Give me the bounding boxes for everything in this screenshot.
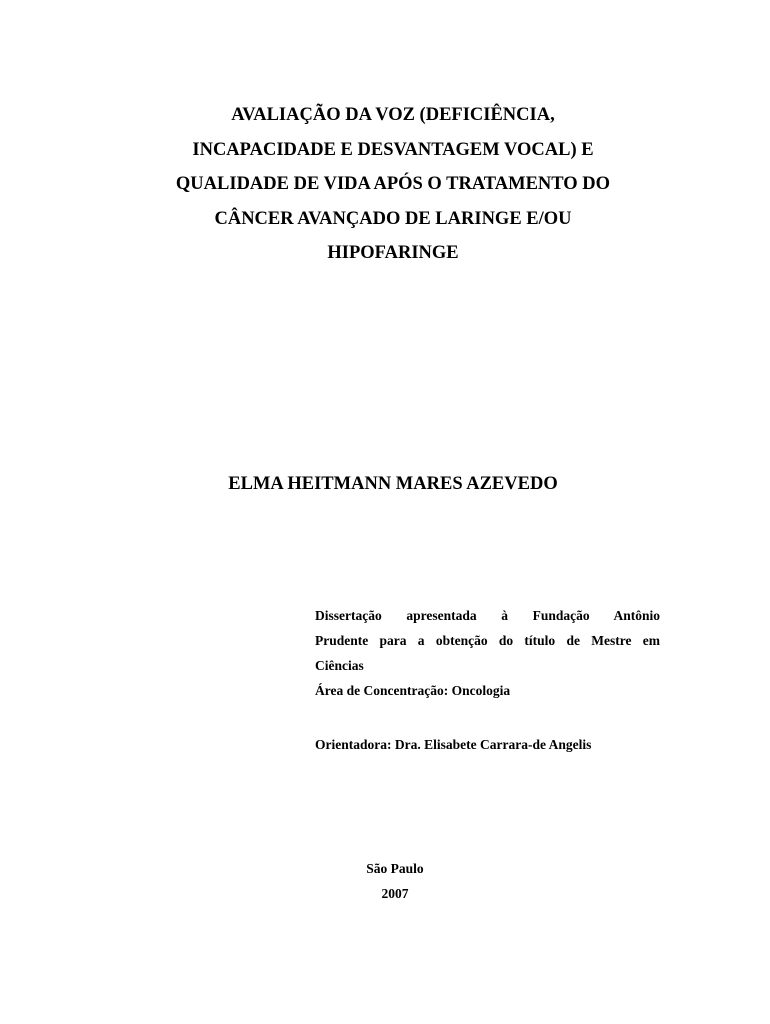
year: 2007 <box>381 886 409 901</box>
author-name: ELMA HEITMANN MARES AZEVEDO <box>228 474 558 494</box>
concentration-area: Área de Concentração: Oncologia <box>315 683 511 698</box>
place-and-date <box>330 856 460 906</box>
title-line-5: HIPOFARINGE <box>327 243 459 263</box>
title-line-1: AVALIAÇÃO DA VOZ (DEFICIÊNCIA, <box>231 105 555 125</box>
dissertation-line-1: Dissertação apresentada à Fundação Antônio <box>315 608 660 623</box>
dissertation-statement <box>315 603 660 703</box>
title-line-2: INCAPACIDADE E DESVANTAGEM VOCAL) E <box>192 139 594 160</box>
title-line-3: QUALIDADE DE VIDA APÓS O TRATAMENTO DO <box>175 174 611 194</box>
city: São Paulo <box>366 861 424 876</box>
title-line-4: CÂNCER AVANÇADO DE LARINGE E/OU <box>214 208 572 229</box>
dissertation-line-2: Prudente para a obtenção do título de Mestre em <box>315 633 660 648</box>
dissertation-line-3: Ciências <box>315 658 364 673</box>
thesis-title <box>120 98 666 271</box>
advisor-line: Orientadora: Dra. Elisabete Carrara-de Angelis <box>315 737 592 752</box>
